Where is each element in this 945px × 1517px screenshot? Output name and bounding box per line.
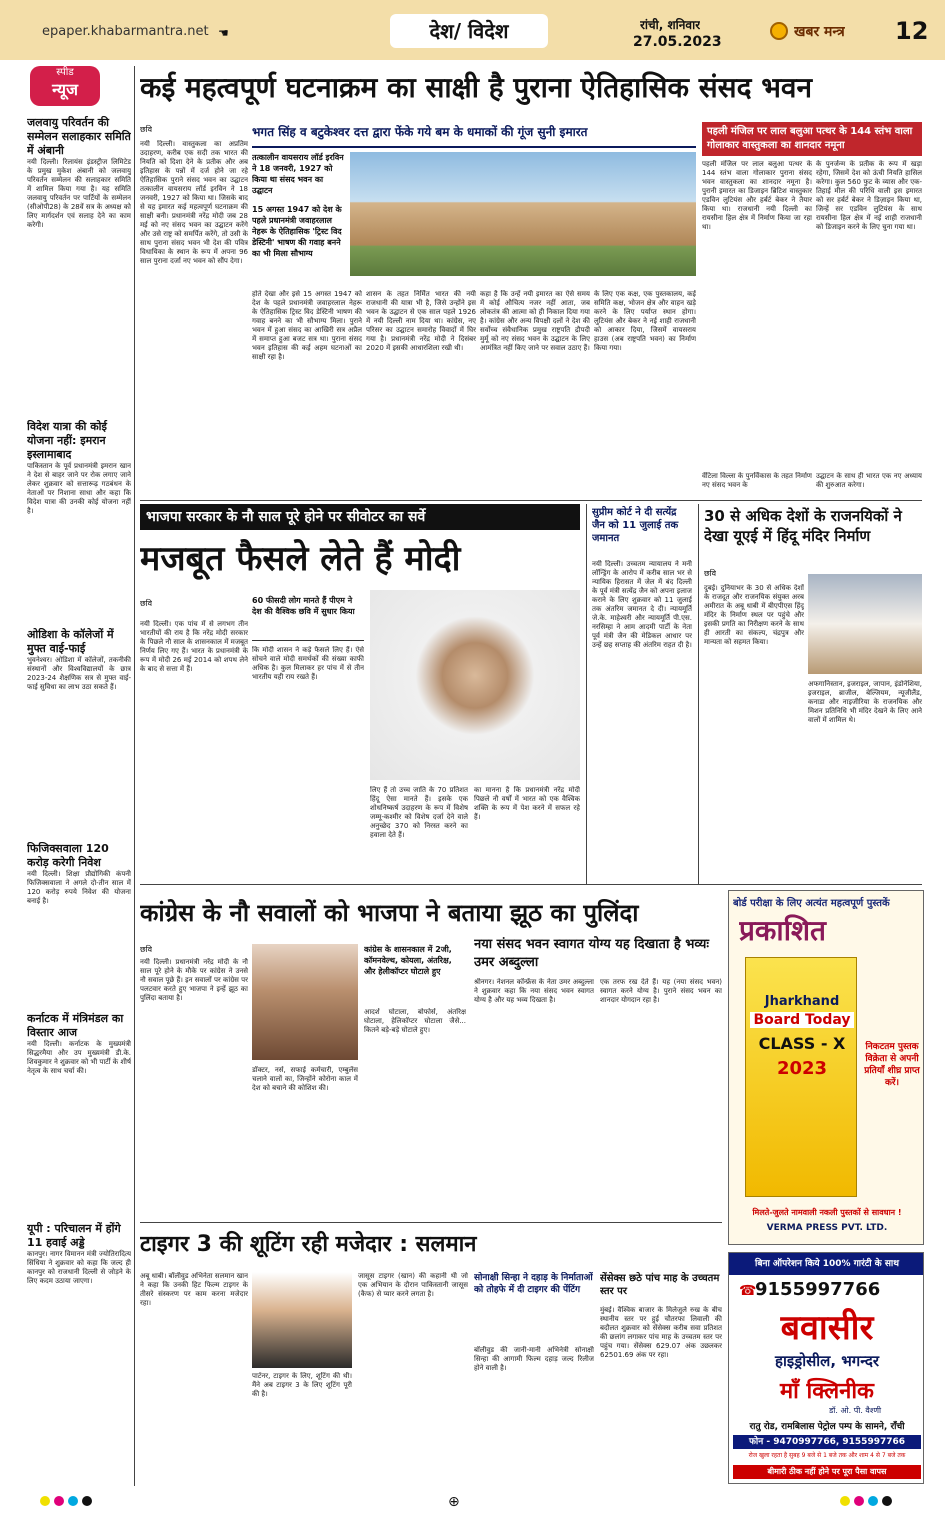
congress-caption: कांग्रेस के शासनकाल में 2जी, कॉमनवेल्थ, कोयला, अंतरिक्ष, और हेलीकॉप्टर घोटाले हुए <box>364 945 452 976</box>
parliament-photo <box>350 152 696 276</box>
ravi-shankar-photo <box>252 944 358 1060</box>
reg-dot <box>82 1496 92 1506</box>
mid-rule <box>140 884 922 885</box>
modi-col4: का मानना है कि प्रधानमंत्री नरेंद्र मोदी पिछले नौ वर्षों में भारत को एक वैश्विक शक्ति के रूप में पेश करने में सफल रहे हैं। <box>474 786 580 821</box>
reg-dot <box>54 1496 64 1506</box>
lead-col4: कहा है कि उन्हें नयी इमारत का ऐसे समय में कोई औचित्य नजर नहीं आता, जब लोकतंत्र की आत्मा को ही निकाल दिया गया है। कांग्रेस और अन्य विपक्षी दलों ने देश की सर्वोच्च संवैधानिक प्रमुख राष्ट्रपति द्रौपदी मुर्मू को नए संसद भवन के उद्घाटन के लिए आमंत्रित नहीं किए जाने पर सवाल उठाए हैं। <box>480 290 590 352</box>
jain-body: नयी दिल्ली। उच्चतम न्यायालय ने मनी लॉन्ड्रिंग के आरोप में करीब साल भर से न्यायिक हिरासत में जेल में बंद दिल्ली के पूर्व मंत्री सत्येंद्र जैन को अपना इलाज कराने के लिए शुक्रवार को 11 जुलाई तक अंतरिम जमानत दे दी। न्यायमूर्ति जे.के. माहेश्वरी और न्यायमूर्ति पी.एस. नरसिम्हा ने आम आदमी पार्टी के नेता पूर्व मंत्री जैन की मेडिकल आधार पर उन्हें छह सप्ताह की अंतरिम राहत दी है। <box>592 560 692 649</box>
clinic-title: बवासीर <box>780 1308 874 1348</box>
reg-dot <box>68 1496 78 1506</box>
book-ad[interactable] <box>728 890 924 1245</box>
congress-headline: कांग्रेस के नौ सवालों को भाजपा ने बताया झूठ का पुलिंदा <box>140 899 639 927</box>
page-header <box>0 0 945 60</box>
modi-photo <box>370 590 580 780</box>
tiger-col3: जासूस टाइगर (खान) की कहानी थी जो एक अभियान के दौरान पाकिस्तानी जासूस (कैफ) से प्यार करने लगता है। <box>358 1272 468 1298</box>
modi-col1: नयी दिल्ली। एक पांच में से लगभग तीन भारतीयों की राय है कि नरेंद्र मोदी सरकार के पिछले नौ साल के शासनकाल में मजबूत निर्णय लिए गए हैं। भारत के प्रधानमंत्री के रूप में मोदी 26 मई 2014 को शपथ लेने के बाद से सत्ता में हैं। <box>140 620 248 673</box>
bullet-item: तत्कालीन वायसराय लॉर्ड इरविन ने 18 जनवरी, 1927 को किया था संसद भवन का उद्घाटन <box>252 153 344 195</box>
item-title: यूपी : परिचालन में होंगे 11 हवाई अड्डे <box>27 1222 121 1249</box>
vaastu-col2: के पुनर्जन्म के प्रतीक के रूप में खड़ा रहेगा, जिसमें देश को ऊंची नियति हासिल करेगा। कुल 560 फुट के व्यास और एक-तिहाई मील की परिधि वाली इस इमारत को सर हर्बर्ट बेकर ने डिज़ाइन किया था, जिन्हें सर एडविन लुटियंस के साथ रायसीना हिल क्षेत्र में नई शाही राजधानी को डिजाइन करने के लिए चुना गया था। <box>816 160 922 231</box>
brand-logo-icon <box>770 22 788 40</box>
congress-col2: डॉक्टर, नर्स, सफाई कर्मचारी, एम्बुलेंस चलाने वालों का, जिन्होंने कोरोना काल में देश को बचाने की कोशिश की। <box>252 1066 358 1092</box>
sonakshi-headline: सोनाक्षी सिन्हा ने दहाड़ के निर्माताओं को तोहफे में दी टाइगर की पेंटिंग <box>474 1273 593 1295</box>
item-body: नयी दिल्ली। रिलायंस इंडस्ट्रीज लिमिटेड के प्रमुख मुकेश अंबानी को जलवायु परिवर्तन सम्मेलन की सलाहकार समिति में शामिल किया गया है। यह समिति जलवायु परिवर्तन पर पार्टियों के सम्मेलन (सीओपी28) के 28वें सत्र के अध्यक्ष को लिए मार्गदर्शन एवं सलाह देने का काम करेगी। <box>27 158 131 229</box>
speed-news-item <box>27 628 131 828</box>
clinic-ad[interactable] <box>728 1252 924 1484</box>
clinic-timing: रोज खुला रहता है सुबह 9 बजे से 1 बजे तक और शाम 4 से 7 बजे तक <box>748 1452 906 1459</box>
omar-headline: नया संसद भवन स्वागत योग्य यह दिखाता है भव्यः उमर अब्दुल्ला <box>474 937 710 970</box>
clinic-note: बीमारी ठीक नहीं होने पर पूरा पैसा वापस <box>733 1465 921 1479</box>
modi-headline: मजबूत फैसले लेते हैं मोदी <box>140 539 461 579</box>
omar-col1: श्रीनगर। नेशनल कॉन्फ्रेंस के नेता उमर अब्दुल्ला ने शुक्रवार कहा कि नया संसद भवन स्वागत योग्य है और यह भव्य दिखता है। <box>474 978 594 1004</box>
page-number: 12 <box>895 17 929 45</box>
item-body: पाकिस्तान के पूर्व प्रधानमंत्री इमरान खान ने देश से बाहर जाने पर रोक लगाए जाने लेकर शुक्रवार को सत्तारूढ़ गठबंधन के नेताओं पर निशाना साधा और कहा कि विदेश यात्रा की उनकी कोई योजना नहीं है। <box>27 462 131 515</box>
tiger-col4: बॉलीवुड की जानी-मानी अभिनेत्री सोनाक्षी सिन्हा की आगामी फिल्म दहाड़ जल्द रिलीज होने वाली है। <box>474 1346 594 1372</box>
clinic-address: रातु रोड, रामबिलास पेट्रोल पम्प के सामने, राँची <box>749 1422 905 1432</box>
clinic-phones: फोन - 9470997766, 9155997766 <box>733 1435 921 1449</box>
city-day: रांची, शनिवार <box>640 18 701 32</box>
lower-rule <box>140 1222 722 1223</box>
item-body: भुवनेश्वर। ओडिशा में कॉलेजों, तकनीकी संस्थानों और विश्वविद्यालयों के छात्र 2023-24 शैक्षणिक सत्र से मुफ्त वाई-फाई सुविधा का लाभ उठा सकते हैं। <box>27 656 131 691</box>
tiger-headline: टाइगर 3 की शूटिंग रही मजेदार : सलमान <box>140 1232 477 1257</box>
vaastu-col1: पहली मंजिल पर लाल बलुआ पत्थर के 144 स्तंभ वाला गोलाकार पुराना संसद भवन वास्तुकला का शानदार नमूना है। पुरानी इमारत का डिजाइन ब्रिटिश वास्तुकार एडविन लुटियंस और हर्बर्ट बेकर ने तैयार किया था। राजधानी नयी दिल्ली का रायसीना हिल क्षेत्र में निर्माण किया जा रहा था। <box>702 160 812 231</box>
logo-line2: न्यूज <box>52 80 78 99</box>
brand-name: खबर मन्त्र <box>794 24 845 40</box>
book-line3: CLASS - X <box>758 1034 846 1053</box>
item-title: कर्नाटक में मंत्रिमंडल का विस्तार आज <box>27 1012 124 1039</box>
speed-news-item <box>27 1222 131 1482</box>
subhead-rule <box>252 146 696 148</box>
tiger-col1: अबू धाबी। बॉलीवुड अभिनेता सलमान खान ने कहा कि उनकी हिट फिल्म टाइगर के तीसरे संस्करण पर काम करना मजेदार रहा। <box>140 1272 248 1307</box>
ad-publisher: VERMA PRESS PVT. LTD. <box>766 1223 888 1233</box>
speed-news-item <box>27 420 131 620</box>
lead-col1: नयी दिल्ली। वास्तुकला का अप्रतिम उदाहरण, करीब एक सदी तक भारत की नियति को दिशा देने के प्रतीक और अब इतिहास के पन्नों में दर्ज होने जा रहे ऐतिहासिक पुराने संसद भवन का उद्घाटन तत्कालीन वायसराय लॉर्ड इरविन ने 18 जनवरी, 1927 को किया था। जिसके बाद से यह इमारत कई महत्वपूर्ण घटनाक्रम की साक्षी बनी। प्रधानमंत्री नरेंद्र मोदी जब 28 मई को नए संसद भवन का उद्घाटन करेंगे और उसे राष्ट्र को समर्पित करेंगे, तो उसी के साथ पुराना संसद भवन भी देश की पवित्र विधायिका के स्थान के रूप में अपना 96 साल पुराना दर्जा नए भवन को सौंप देगा। <box>140 140 248 265</box>
lead-bottom-rule <box>140 500 922 501</box>
epaper-url[interactable]: epaper.khabarmantra.net <box>42 24 209 39</box>
lead-subhead: भगत सिंह व बटुकेश्वर दत्त द्वारा फेंके गये बम के धमाकों की गूंज सुनी इमारत <box>252 125 588 139</box>
item-body: नयी दिल्ली। कर्नाटक के मुख्यमंत्री सिद्धरमैया और उप मुख्यमंत्री डी.के. शिवकुमार ने शुक्रवार को भी पार्टी के शीर्ष नेतृत्व के साथ चर्चा की। <box>27 1040 131 1075</box>
speed-news-item <box>27 1012 131 1212</box>
lead-bullets <box>252 152 346 282</box>
jain-headline: सुप्रीम कोर्ट ने दी सत्येंद्र जैन को 11 जुलाई तक जमानत <box>592 507 679 544</box>
ad-side-text: निकटतम पुस्तक विक्रेता से अपनी प्रतियाँ शीघ्र प्राप्त करें। <box>864 1042 920 1088</box>
clinic-name: माँ क्लिनीक <box>780 1379 874 1404</box>
clinic-doctor: डॉ. ओ. पी. वैश्णी <box>829 1406 882 1415</box>
reg-dot <box>882 1496 892 1506</box>
jain-divider <box>586 504 587 884</box>
congress-col1: नयी दिल्ली। प्रधानमंत्री नरेंद्र मोदी के नौ साल पूरे होने के मौके पर कांग्रेस ने उनसे नौ सवाल पूछे हैं। इन सवालों पर कांग्रेस पर पलटवार करते हुए भाजपा ने इन्हें झूठ का पुलिंदा बताया है। <box>140 958 248 1002</box>
item-title: ओडिशा के कॉलेजों में मुफ्त वाई-फाई <box>27 628 114 655</box>
speed-news-item <box>27 842 131 1012</box>
modi-col2: कि मोदी शासन ने कड़े फैसले लिए हैं। ऐसे सोचने वाले मोदी समर्थकों की संख्या काफी अधिक है। कुल मिलाकर हर पांच में से तीन भारतीय यही राय रखते हैं। <box>252 646 364 681</box>
temple-photo <box>808 574 922 674</box>
sensex-headline: सेंसेक्स छठे पांच माह के उच्चतम स्तर पर <box>600 1273 720 1297</box>
tiger-col2: पार्टनर, टाइगर के लिए, शूटिंग की थी। मैंने अब टाइगर 3 के लिए शूटिंग पूरी की है। <box>252 1372 352 1398</box>
reg-dot <box>840 1496 850 1506</box>
temple-body2: अफगानिस्तान, इजराइल, जापान, इंडोनेशिया, इजराइल, ब्राजील, बेल्जियम, न्यूजीलैंड, कनाडा और नाइजीरिया के राजनयिक और मिशन प्रतिनिधि भी मंदिर देखने के लिए आने वालों में शामिल थे। <box>808 680 922 724</box>
logo-line1: स्पीड <box>56 67 74 78</box>
item-body: कानपुर। नागर विमानन मंत्री ज्योतिरादित्य सिंधिया ने शुक्रवार को कहा कि जल्द ही कानपुर को राजधानी दिल्ली से जोड़ने के लिए कदम उठाया जाएगा। <box>27 1250 131 1285</box>
speed-news-logo <box>30 66 100 106</box>
clinic-phone[interactable]: 9155997766 <box>755 1279 881 1300</box>
item-title: फिजिक्सवाला 120 करोड़ करेगी निवेश <box>27 842 109 869</box>
item-title: जलवायु परिवर्तन की सम्मेलन सलाहकार समिति में अंबानी <box>27 116 131 157</box>
sidebar-divider <box>134 66 135 1486</box>
date: 27.05.2023 <box>633 34 722 50</box>
book-year: 2023 <box>776 1058 828 1079</box>
ad-footer: मिलते-जुलते नामवाली नकली पुस्तकों से सावधान ! <box>752 1208 902 1217</box>
salman-photo <box>252 1272 352 1368</box>
temple-body1: दुबई। दुनियाभर के 30 से अधिक देशों के राजदूत और राजनयिक संयुक्त अरब अमीरात के अबू धाबी में बीएपीएस हिंदू मंदिर के निर्माण स्थल पर पहुंचे और इसकी प्रगति का निरीक्षण करने के साथ ही आरती का संकल्प, चंद्रपुत्र और मान्यता को सहमत किया। <box>704 584 804 646</box>
vaastu-heading: पहली मंजिल पर लाल बलुआ पत्थर के 144 स्तंभ वाला गोलाकार वास्तुकला का शानदार नमूना <box>702 122 922 156</box>
phone-icon: ☎ <box>739 1283 757 1299</box>
modi-kicker: छवि <box>140 599 153 608</box>
book-cover <box>745 957 857 1197</box>
pointer-icon: ☚ <box>218 26 229 40</box>
lead-headline: कई महत्वपूर्ण घटनाक्रम का साक्षी है पुराना ऐतिहासिक संसद भवन <box>140 71 812 104</box>
bullet-item: 15 अगस्त 1947 को देश के पहले प्रधानमंत्री जवाहरलाल नेहरू के ऐतिहासिक 'ट्रिस्ट विद डेस्टिनी' भाषण की गवाह बनने का भी मिला सौभाग्य <box>252 205 342 258</box>
reg-dot <box>854 1496 864 1506</box>
temple-kicker: छवि <box>704 569 717 578</box>
section-label: देश/ विदेश <box>429 19 509 43</box>
lead-col5: के लिए एक कक्ष, एक पुस्तकालय, कई समिति कक्ष, भोजन क्षेत्र और वाहन खड़े करने के लिए पर्याप्त स्थान होगा। लुटियंस और बेकर ने नई शाही राजधानी को आकार दिया, जिसमें वायसराय हाउस (अब राष्ट्रपति भवन) का निर्माण किया गया। <box>594 290 696 352</box>
temple-headline: 30 से अधिक देशों के राजनयिकों ने देखा यूएई में हिंदू मंदिर निर्माण <box>704 507 902 545</box>
book-line2: Board Today <box>750 1012 854 1028</box>
reg-dot <box>40 1496 50 1506</box>
lead-col2: होते देखा और इसे 15 अगस्त 1947 को देश के पहले प्रधानमंत्री जवाहरलाल नेहरू के ऐतिहासिक ट्रिस्ट विद डेस्टिनी भाषण की गवाह बनने का भी सौभाग्य मिला। पुराने भवन में हुआ संसद का आखिरी सत्र अप्रैल में समाप्त हुआ बजट सत्र था। पुराना संसद भवन इतिहास की कई अहम घटनाओं का साक्षी रहा है। <box>252 290 362 361</box>
item-body: नयी दिल्ली। शिक्षा प्रौद्योगिकी कंपनी फिजिक्सवाला ने अगले दो-तीन साल में 120 करोड़ रुपये निवेश की योजना बनाई है। <box>27 870 131 905</box>
ad-title: बोर्ड परीक्षा के लिए अत्यंत महत्वपूर्ण पुस्तकें <box>733 898 890 909</box>
lead-kicker: छवि <box>140 125 153 134</box>
modi-overline: भाजपा सरकार के नौ साल पूरे होने पर सीवोटर का सर्वे <box>140 504 580 530</box>
clinic-sub: हाइड्रोसील, भगन्दर <box>775 1352 879 1370</box>
item-title: विदेश यात्रा की कोई योजना नहीं: इमरान इस्लामाबाद <box>27 420 107 461</box>
reg-dot <box>868 1496 878 1506</box>
lead-col3: शासन के तहत निर्मित भारत की नयी राजधानी की यात्रा भी है, जिसे उन्होंने इस भवन के उद्घाटन से एक साल पहले 1926 में नयी दिल्ली नाम दिया था। कांग्रेस, नए परिसर का उद्घाटन समारोह विवादों में घिर गया है। प्रधानमंत्री नरेंद्र मोदी ने दिसंबर 2020 में इसकी आधारशिला रखी थी। <box>366 290 476 352</box>
vaastu-footer-right: उद्घाटन के साथ ही भारत एक नए अध्याय की शुरुआत करेगा। <box>816 472 922 489</box>
book-line1: Jharkhand <box>764 994 840 1009</box>
congress-col3: आदर्श घोटाला, बोफोर्स, अंतरिक्ष घोटाला, हेलिकॉप्टर घोटाला जैसे... कितने बड़े-बड़े घोटाले हुए। <box>364 1008 466 1034</box>
clinic-banner: बिना ऑपरेशन किये 100% गारंटी के साथ <box>729 1253 924 1275</box>
registration-marks <box>40 1494 900 1510</box>
modi-pullquote: 60 फीसदी लोग मानते हैं पीएम ने देश की वैश्विक छवि में सुधार किया <box>252 595 364 641</box>
temple-divider <box>698 504 699 884</box>
crosshair-icon: ⊕ <box>448 1494 460 1510</box>
omar-col2: एक तरफ रख देते हैं। यह (नया संसद भवन) स्वागत करने योग्य है। पुराने संसद भवन का शानदार योगदान रहा है। <box>600 978 722 1004</box>
sensex-body: मुंबई। वैश्विक बाजार के मिलेजुले रुख के बीच स्थानीय स्तर पर हुई चौतरफा लिवाली की बदौलत शुक्रवार को सेंसेक्स करीब सवा प्रतिशत की छलांग लगाकर पांच माह के उच्चतम स्तर पर पहुंच गया। सेंसेक्स 629.07 अंक उछलकर 62501.69 अंक पर रहा। <box>600 1306 722 1359</box>
ad-brand: प्रकाशित <box>739 914 826 947</box>
vaastu-footer-left: वेंटिला विल्ला के पुनर्विकास के तहत निर्माण नए संसद भवन के <box>702 472 812 489</box>
speed-news-item <box>27 116 131 416</box>
congress-kicker: छवि <box>140 945 153 954</box>
section-tab <box>390 14 548 48</box>
modi-col3: लिए हैं तो उच्च जाति के 70 प्रतिशत हिंदू ऐसा मानते हैं। इसके एक शोधनिष्कर्ष उदाहरण के रूप में विशेष जम्मू-कश्मीर को विशेष दर्जा देने वाले अनुच्छेद 370 को निरस्त करने का हवाला देते हैं। <box>370 786 468 839</box>
